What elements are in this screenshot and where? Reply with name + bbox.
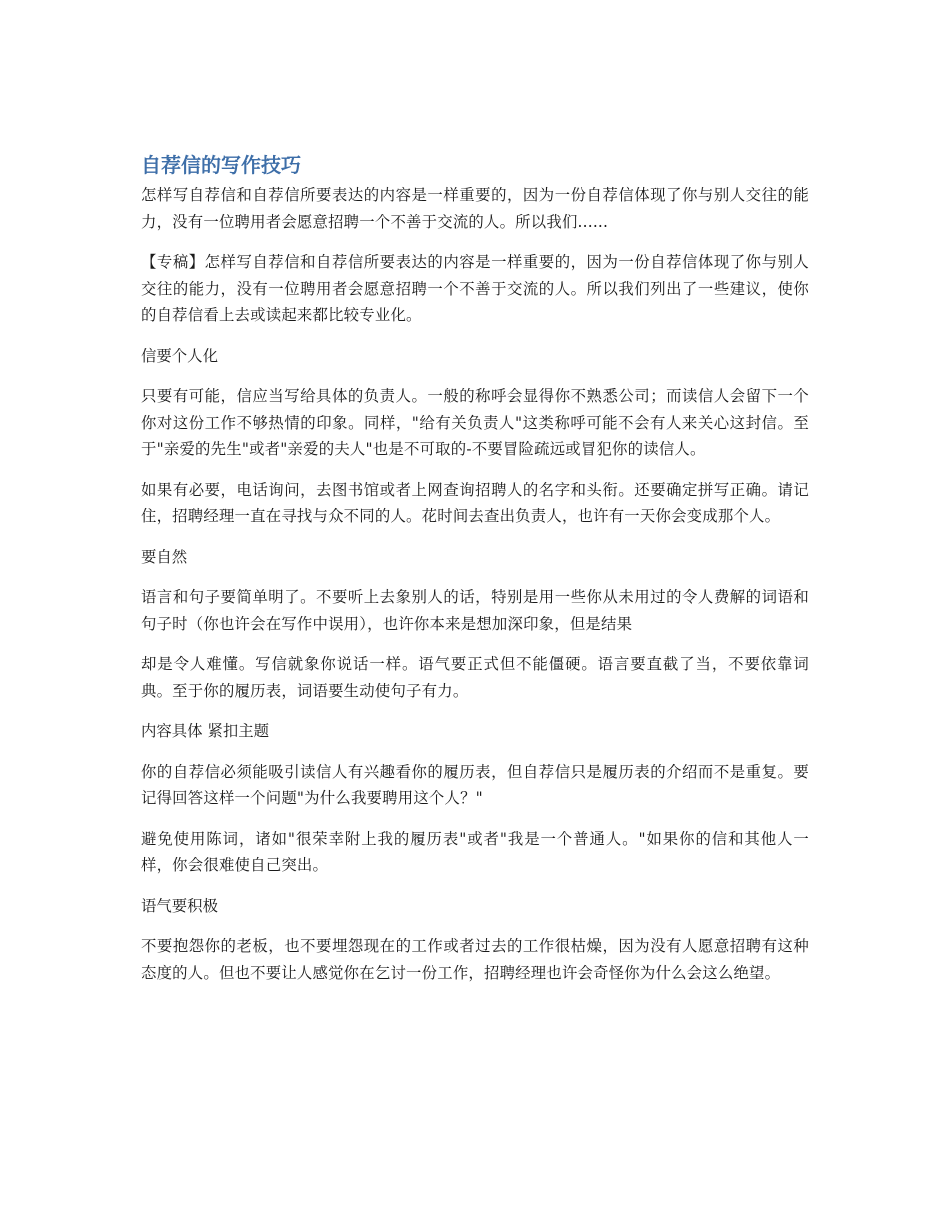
- document-page: [141, 150, 809, 986]
- body-paragraph: 不要抱怨你的老板，也不要埋怨现在的工作或者过去的工作很枯燥，因为没有人愿意招聘有这种态度的人。但也不要让人感觉你在乞讨一份工作，招聘经理也许会奇怪你为什么会这么绝望。: [141, 937, 809, 982]
- body-paragraph: 【专稿】怎样写自荐信和自荐信所要表达的内容是一样重要的，因为一份自荐信体现了你与别人交往的能力，没有一位聘用者会愿意招聘一个不善于交流的人。所以我们列出了一些建议，使你的自荐信看上去或读起来都比较专业化。: [141, 253, 809, 324]
- body-paragraph: 只要有可能，信应当写给具体的负责人。一般的称呼会显得你不熟悉公司；而读信人会留下一个你对这份工作不够热情的印象。同样，"给有关负责人"这类称呼可能不会有人来关心这封信。至于"亲爱的先生"或者"亲爱的夫人"也是不可取的-不要冒险疏远或冒犯你的读信人。: [141, 387, 809, 458]
- body-paragraph: 却是令人难懂。写信就象你说话一样。语气要正式但不能僵硬。语言要直截了当，不要依靠词典。至于你的履历表，词语要生动使句子有力。: [141, 655, 809, 700]
- section-heading-personalize: 信要个人化: [141, 346, 218, 365]
- section-heading-natural: 要自然: [141, 547, 188, 566]
- body-paragraph: 语言和句子要简单明了。不要听上去象别人的话，特别是用一些你从未用过的令人费解的词语和句子时（你也许会在写作中误用），也许你本来是想加深印象，但是结果: [141, 588, 809, 633]
- section-heading-specific: 内容具体 紧扣主题: [141, 722, 270, 740]
- document-title: 自荐信的写作技巧: [141, 153, 301, 177]
- body-paragraph: 如果有必要，电话询问，去图书馆或者上网查询招聘人的名字和头衔。还要确定拼写正确。请记住，招聘经理一直在寻找与众不同的人。花时间去查出负责人，也许有一天你会变成那个人。: [141, 480, 809, 525]
- section-heading-positive: 语气要积极: [141, 896, 218, 915]
- body-paragraph: 避免使用陈词，诸如"很荣幸附上我的履历表"或者"我是一个普通人。"如果你的信和其他人一样，你会很难使自己突出。: [141, 829, 809, 874]
- lead-paragraph: 怎样写自荐信和自荐信所要表达的内容是一样重要的，因为一份自荐信体现了你与别人交往的能力，没有一位聘用者会愿意招聘一个不善于交流的人。所以我们......: [141, 186, 809, 231]
- body-paragraph: 你的自荐信必须能吸引读信人有兴趣看你的履历表，但自荐信只是履历表的介绍而不是重复。要记得回答这样一个问题"为什么我要聘用这个人？": [141, 762, 809, 807]
